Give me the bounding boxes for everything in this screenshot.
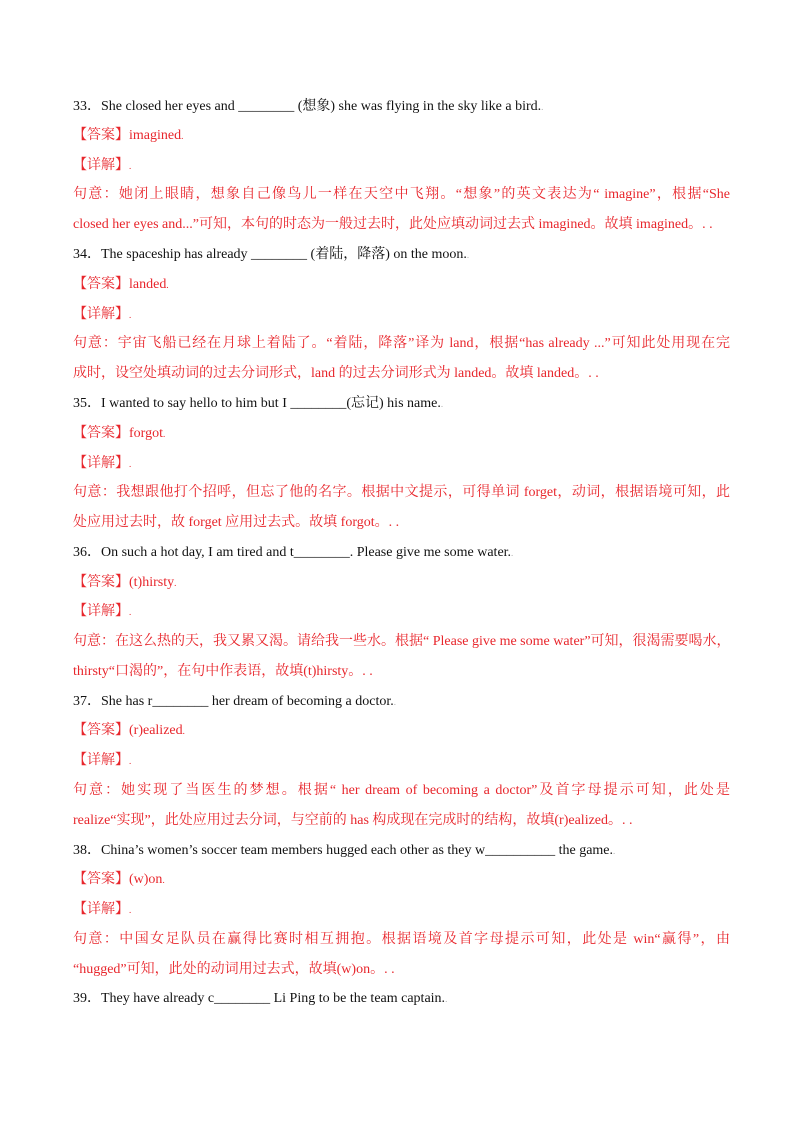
question-text: 35．I wanted to say hello to him but I ________(忘记) his name. [73,396,441,411]
paragraph-mark: . [440,399,444,409]
paragraph-mark: . [129,459,132,469]
question-text: 36．On such a hot day, I am tired and t________. Please give me some water. [73,545,512,560]
question-33 [73,97,730,117]
paragraph-mark: . [181,131,184,141]
explanation-33-line-1: 句意：她闭上眼睛，想象自己像鸟儿一样在天空中飞翔。“想象”的英文表达为“ imagine”，根据“She [73,187,730,202]
detail-label-35 [73,454,730,474]
detail-label: 【详解】 [73,902,129,917]
question-text: 33．She closed her eyes and ________ (想象) she was flying in the sky like a bird. [73,99,542,114]
explanation-37-line-2: realize“实现”，此处应用过去分词，与空前的 has 构成现在完成时的结构，故填(r)ealized。. . [73,813,633,828]
question-39 [73,989,730,1009]
question-35 [73,394,730,414]
explanation-38-line-1: 句意：中国女足队员在赢得比赛时相互拥抱。根据语境及首字母提示可知，此处是 win“赢得”，由 [73,932,730,947]
question-36 [73,543,730,563]
answer-text: 【答案】(t)hirsty [73,575,175,590]
paragraph-mark: . [162,429,166,439]
detail-label-38 [73,900,730,920]
explanation-34-line-1: 句意：宇宙飞船已经在月球上着陆了。“着陆，降落”译为 land，根据“has already ...”可知此处用现在完 [73,336,730,351]
explanation-35-line-2: 处应用过去时，故 forget 应用过去式。故填 forgot。. . [73,515,400,530]
question-text: 39．They have already c________ Li Ping to be the team captain. [73,991,446,1006]
answer-text: 【答案】imagined [73,128,182,143]
answer-38 [73,870,730,890]
answer-37 [73,721,730,741]
answer-34 [73,275,730,295]
explanation-37-line-1: 句意：她实现了当医生的梦想。根据“ her dream of becoming a doctor”及首字母提示可知，此处是 [73,783,730,798]
question-text: 34．The spaceship has already ________ (着陆，降落) on the moon. [73,247,467,262]
paragraph-mark: . [129,607,132,617]
explanation-38-line-2: “hugged”可知，此处的动词用过去式，故填(w)on。. . [73,962,395,977]
detail-label-33 [73,156,730,176]
detail-label-34 [73,305,730,325]
answer-33 [73,126,730,146]
paragraph-mark: . [129,905,132,915]
detail-label: 【详解】 [73,307,129,322]
paragraph-mark: . [174,578,177,588]
paragraph-mark: . [162,875,165,885]
answer-text: 【答案】landed [73,277,167,292]
detail-label-37 [73,751,730,771]
explanation-34-line-2: 成时，设空处填动词的过去分词形式，land 的过去分词形式为 landed。故填 landed。. . [73,366,599,381]
answer-text: 【答案】forgot [73,426,163,441]
question-text: 38．China’s women’s soccer team members hugged each other as they w__________ the game. [73,843,614,858]
answer-text: 【答案】(r)ealized [73,723,183,738]
paragraph-mark: . [445,994,448,1004]
paragraph-mark: . [166,280,169,290]
detail-label: 【详解】 [73,604,129,619]
paragraph-mark: . [511,548,514,558]
paragraph-mark: . [613,846,616,856]
paragraph-mark: . [129,310,132,320]
detail-label: 【详解】 [73,456,129,471]
paragraph-mark: . [541,102,544,112]
explanation-36-line-2: thirsty“口渴的”，在句中作表语，故填(t)hirsty。. . [73,664,373,679]
answer-36 [73,573,730,593]
paragraph-mark: . [182,726,185,736]
question-34 [73,245,730,265]
answer-text: 【答案】(w)on [73,872,163,887]
paragraph-mark: . [393,697,397,707]
explanation-33-line-2: closed her eyes and...”可知，本句的时态为一般过去时，此处应填动词过去式 imagined。故填 imagined。. . [73,217,713,232]
detail-label: 【详解】 [73,753,129,768]
paragraph-mark: . [129,161,132,171]
question-38 [73,841,730,861]
explanation-36-line-1: 句意：在这么热的天，我又累又渴。请给我一些水。根据“ Please give me some water”可知，很渴需要喝水， [73,634,731,649]
detail-label-36 [73,602,730,622]
question-37 [73,692,730,712]
paragraph-mark: . [466,250,470,260]
question-text: 37．She has r________ her dream of becoming a doctor. [73,694,394,709]
explanation-35-line-1: 句意：我想跟他打个招呼，但忘了他的名字。根据中文提示，可得单词 forget，动词，根据语境可知，此 [73,485,730,500]
detail-label: 【详解】 [73,158,129,173]
paragraph-mark: . [129,756,132,766]
answer-35 [73,424,730,444]
